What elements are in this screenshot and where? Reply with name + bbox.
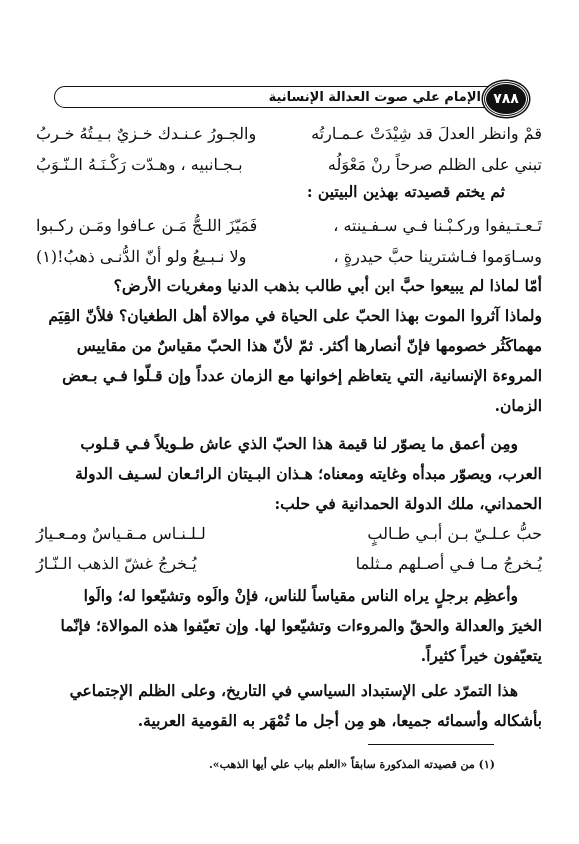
paragraph-line: العرب، ويصوّر مبدأه وغايته ومعناه؛ هـذان البـيتان الرائـعان لسـيف الدولة bbox=[75, 464, 542, 483]
verse-line bbox=[36, 520, 542, 548]
verse-hemistich-right: تَـعـتـيفوا وركـبْـنا فـي سـفـينته ، bbox=[333, 216, 542, 235]
footnote-divider bbox=[368, 744, 494, 745]
verse-line bbox=[36, 550, 542, 578]
paragraph-line: الزمان. bbox=[494, 396, 542, 415]
verse-hemistich-right: حبُّ عـلـيّ بـن أبـي طـالبٍ bbox=[367, 524, 542, 543]
paragraph-line: مهماكَثُر خصومها فإنّ أنصارها أكثر. ثمّ لأنّ هذا الحبّ مقياسٌ من مقاييس bbox=[76, 336, 542, 355]
verse-hemistich-left: بـجـانبيه ، وهـدّت رَكْـنَـهُ الـنّـوَبُ bbox=[36, 155, 243, 174]
paragraph-line: بأشكاله وأسمائه جميعا، هو مِن أجل ما تُمْهَر به القومية العربية. bbox=[137, 711, 542, 730]
paragraph-line: الخيرَ والعدالة والحقّ والمروءات وتشيّعوا لها. وإن تعيّفوا هذه الموالاة؛ فإنّما bbox=[60, 616, 542, 635]
paragraph-line: أمّا لماذا لم يبيعوا حبَّ ابن أبي طالب بذهب الدنيا ومغريات الأرض؟ bbox=[113, 276, 542, 295]
paragraph-line: هذا التمرّد على الإستبداد السياسي في التاريخ، وعلى الظلم الإجتماعي bbox=[69, 681, 518, 700]
intro-line: ثم يختم قصيدته بهذين البيتين : bbox=[306, 182, 505, 201]
verse-hemistich-left: لـلـنـاس مـقـياسٌ ومـعـيارُ bbox=[36, 524, 206, 543]
running-header bbox=[54, 86, 522, 108]
verse-hemistich-left: يُـخرجُ غشّ الذهب الـنّـارُ bbox=[36, 554, 197, 573]
paragraph-line: الحمداني، ملك الدولة الحمدانية في حلب: bbox=[274, 494, 542, 513]
verse-hemistich-right: يُـخرجُ مـا فـي أصـلهم مـثلما bbox=[355, 554, 542, 573]
paragraph-line: يتعيّفون خيراً كثيراً. bbox=[420, 646, 542, 665]
page-number-badge: ٧٨٨ bbox=[483, 81, 529, 117]
verse-hemistich-right: تبني على الظلم صرحاً رنْ مَعْوَلُه bbox=[327, 155, 542, 174]
verse-line bbox=[36, 243, 542, 271]
running-title: الإمام علي صوت العدالة الإنسانية bbox=[268, 89, 481, 105]
verse-line bbox=[36, 120, 542, 148]
verse-hemistich-right: وسـاوَموا فـاشترينا حبَّ حيدرةٍ ، bbox=[333, 247, 542, 266]
verse-hemistich-left: والجـورُ عـنـدك خـزيٌ بـيـتُهُ خـربُ bbox=[36, 124, 257, 143]
verse-hemistich-left: فَمَيّزَ اللـجُّ مَـن عـافوا ومَـن ركـبوا bbox=[36, 216, 258, 235]
verse-line bbox=[36, 151, 542, 179]
paragraph-line: المروءة الإنسانية، التي يتعاظم إخوانها مع الزمان عدداً وإن قـلّوا فـي بـعض bbox=[62, 366, 542, 385]
verse-hemistich-left: ولا نـبـيعُ ولو أنّ الدُّنـى ذهبُ!(١) bbox=[36, 247, 247, 266]
paragraph-line: ولماذا آثروا الموت بهذا الحبّ على الحياة في موالاة أهل الطغيان؟ فلأنّ القِيَم bbox=[48, 306, 542, 325]
paragraph-line: وأعظِم برجلٍ يراه الناس مقياساً للناس، فإنْ والَوه وتشيّعوا له؛ والَوا bbox=[83, 586, 518, 605]
paragraph-line: ومِن أعمق ما يصوّر لنا قيمة هذا الحبّ الذي عاش طـويلاً فـي قـلوب bbox=[80, 434, 518, 453]
footnote: (١) من قصيدته المذكورة سابقاً «العلم بباب علي أيها الذهب». bbox=[208, 758, 495, 771]
verse-hemistich-right: قمْ وانظر العدلَ قد شِيْدَتْ عـمـارتُه bbox=[311, 124, 542, 143]
verse-line bbox=[36, 212, 542, 240]
